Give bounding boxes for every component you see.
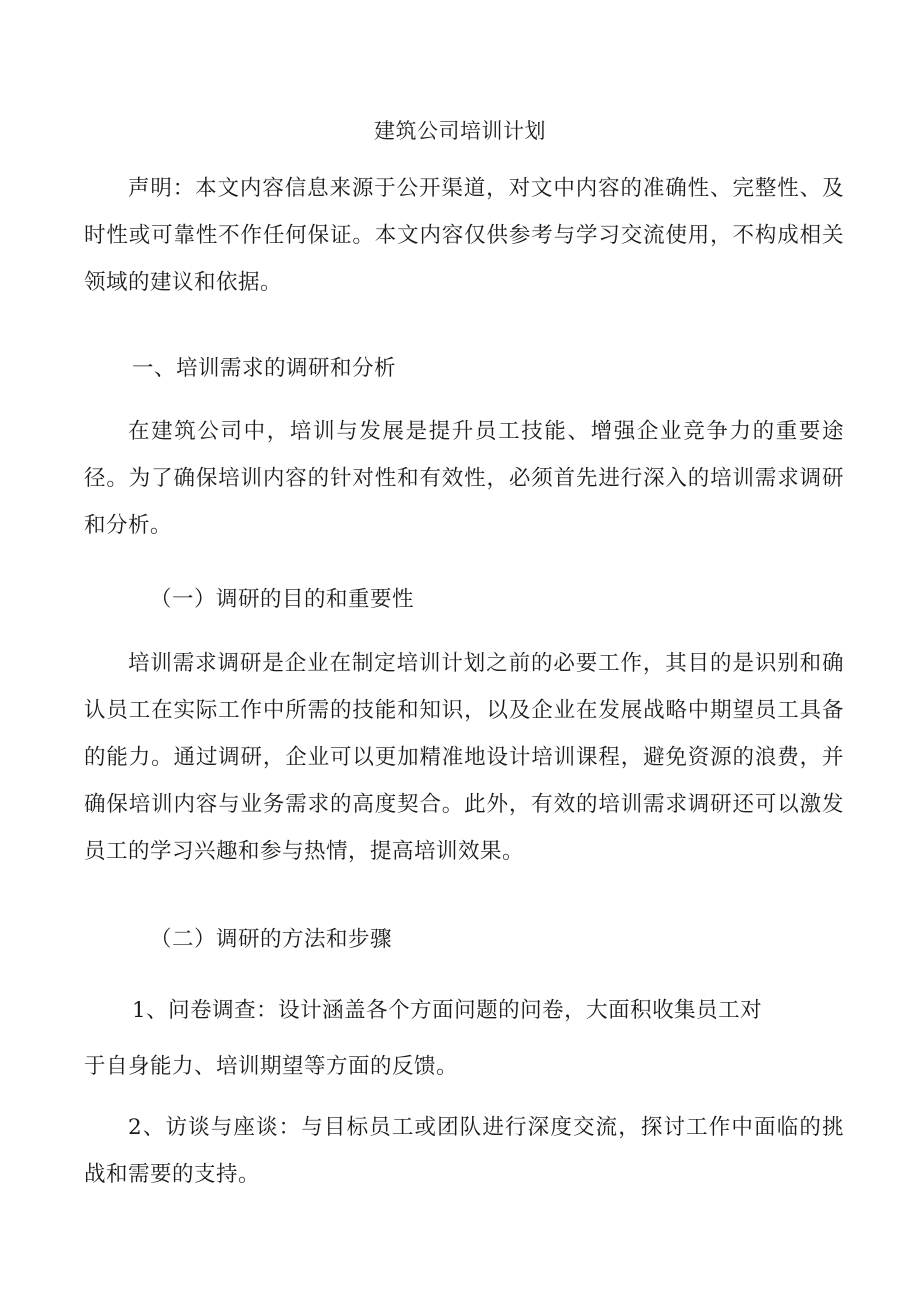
disclaimer-paragraph: 声明：本文内容信息来源于公开渠道，对文中内容的准确性、完整性、及时性或可靠性不作任何保证。本文内容仅供参考与学习交流使用，不构成相关领域的建议和依据。 [84, 176, 844, 295]
subsection-2-heading: （二）调研的方法和步骤 [150, 927, 393, 952]
section-1-intro-paragraph: 在建筑公司中，培训与发展是提升员工技能、增强企业竞争力的重要途径。为了确保培训内容的针对性和有效性，必须首先进行深入的培训需求调研和分析。 [84, 419, 844, 538]
list-item-1-line-1: 1、问卷调查：设计涵盖各个方面问题的问卷，大面积收集员工对 [132, 998, 763, 1023]
document-title: 建筑公司培训计划 [374, 119, 546, 143]
list-item-1-line-2: 于自身能力、培训期望等方面的反馈。 [84, 1054, 459, 1079]
section-1-heading: 一、培训需求的调研和分析 [132, 356, 397, 381]
subsection-1-body-paragraph: 培训需求调研是企业在制定培训计划之前的必要工作，其目的是识别和确认员工在实际工作中所需的技能和知识，以及企业在发展战略中期望员工具备的能力。通过调研，企业可以更加精准地设计培训课程，避免资源的浪费，并确保培训内容与业务需求的高度契合。此外，有效的培训需求调研还可以激发员工的学习兴趣和参与热情，提高培训效果。 [84, 651, 844, 864]
subsection-1-heading: （一）调研的目的和重要性 [150, 587, 415, 612]
list-item-2-paragraph: 2、访谈与座谈：与目标员工或团队进行深度交流，探讨工作中面临的挑战和需要的支持。 [84, 1115, 844, 1187]
